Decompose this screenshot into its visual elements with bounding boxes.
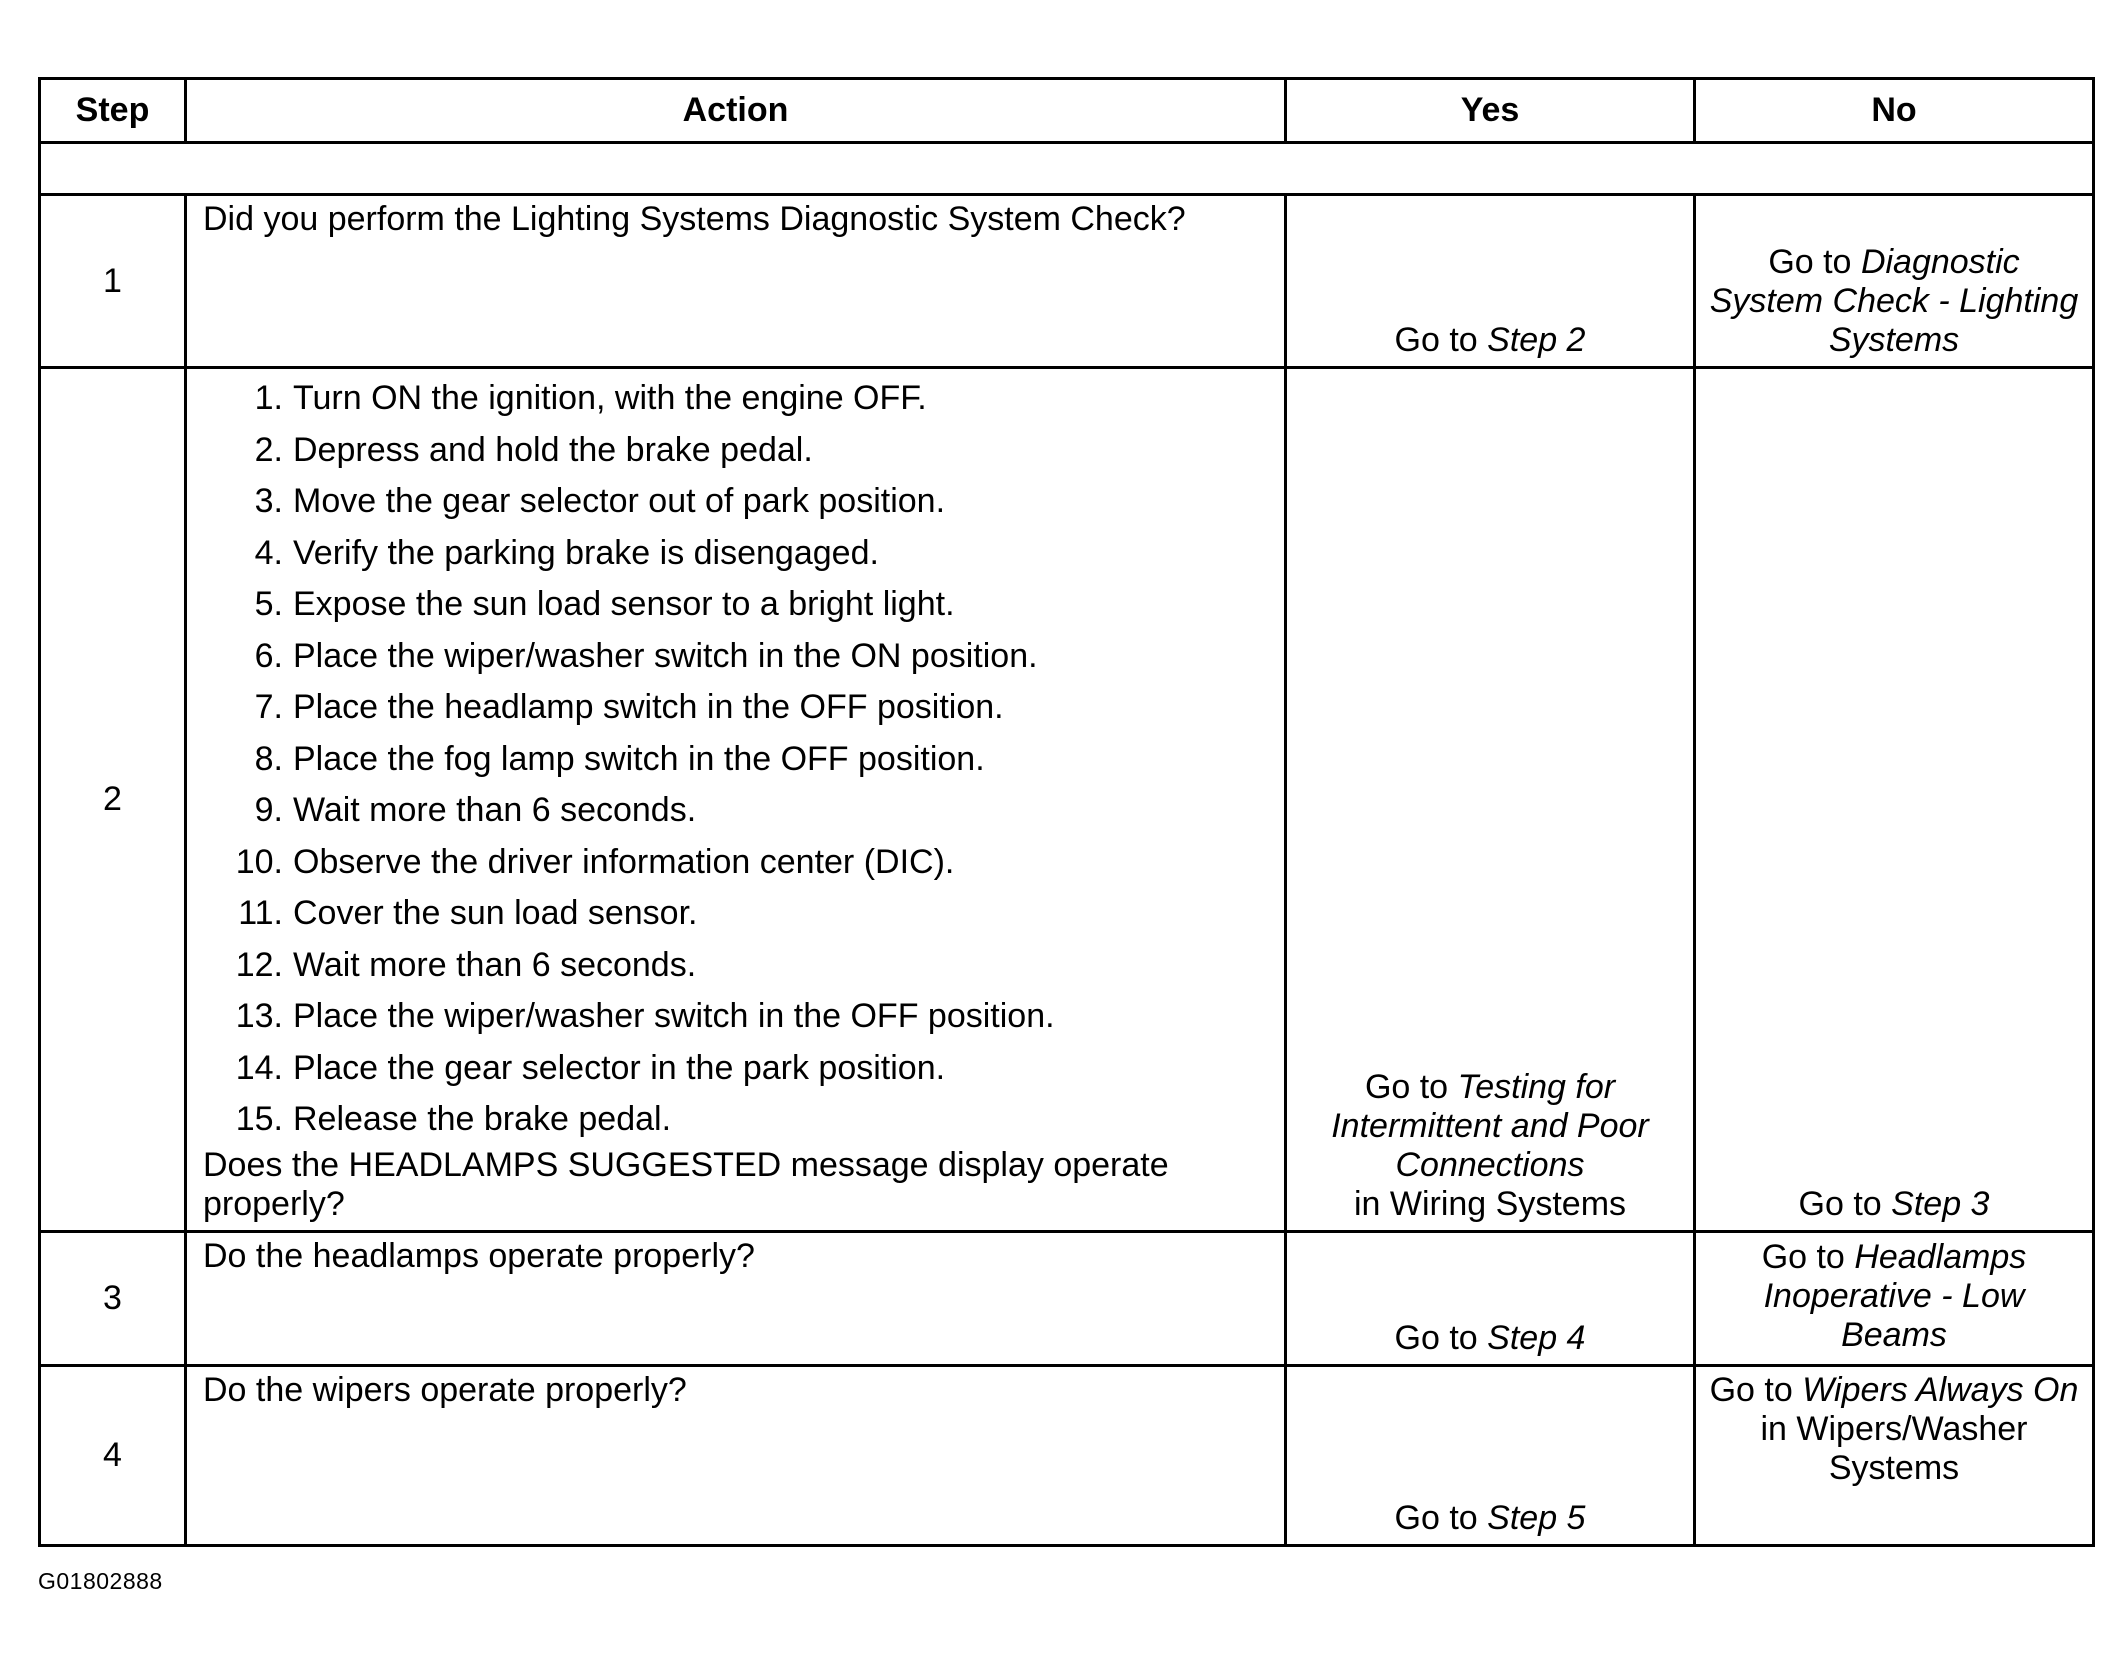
substep-item: 13. Place the wiper/washer switch in the OFF position. (235, 997, 1055, 1036)
step-number: 3 (40, 1231, 186, 1365)
spacer-cell (40, 143, 2094, 195)
substep-item: 15. Release the brake pedal. (235, 1100, 672, 1139)
yes-reference-link[interactable]: Testing for Intermittent and Poor Connections (1331, 1067, 1649, 1184)
substep-item: 5. Expose the sun load sensor to a bright light. (254, 585, 955, 624)
yes-cell (1286, 1231, 1695, 1365)
substep-item: 10. Observe the driver information center (DIC). (235, 842, 955, 881)
action-cell (186, 195, 1286, 368)
step-number: 4 (40, 1365, 186, 1545)
no-prefix: Go to (1768, 243, 1852, 281)
step-number: 1 (40, 195, 186, 368)
substep-item: 8. Place the fog lamp switch in the OFF position. (254, 739, 985, 778)
substep-item: 11. Cover the sun load sensor. (238, 894, 698, 933)
action-cell (186, 1231, 1286, 1365)
header-yes: Yes (1286, 79, 1695, 143)
no-prefix: Go to (1798, 1184, 1882, 1223)
no-cell (1695, 1365, 2094, 1545)
action-cell (186, 1365, 1286, 1545)
diagnostic-table (38, 77, 2095, 1547)
no-cell (1695, 195, 2094, 368)
yes-cell (1286, 1365, 1695, 1545)
substep-item: 4. Verify the parking brake is disengaged. (254, 533, 879, 572)
substep-item: 7. Place the headlamp switch in the OFF position. (254, 688, 1004, 727)
yes-reference-link[interactable]: Step 5 (1487, 1498, 1586, 1537)
no-cell (1695, 1231, 2094, 1365)
action-question: Does the HEADLAMPS SUGGESTED message display operate properly? (203, 1145, 1169, 1223)
spacer-row (40, 143, 2094, 195)
substep-list (203, 373, 1270, 1146)
substep-item: 14. Place the gear selector in the park position. (235, 1048, 946, 1087)
no-reference-link[interactable]: Step 3 (1891, 1184, 1990, 1223)
yes-reference-link[interactable]: Step 4 (1487, 1318, 1586, 1357)
substep-item: 12. Wait more than 6 seconds. (235, 945, 697, 984)
no-reference-link[interactable]: Diagnostic System Check - Lighting Systems (1709, 243, 2079, 359)
action-question: Do the wipers operate properly? (203, 1370, 687, 1409)
step-number: 2 (40, 368, 186, 1232)
yes-cell (1286, 195, 1695, 368)
table-row-step-2 (40, 368, 2094, 1232)
header-row (40, 79, 2094, 143)
action-question: Did you perform the Lighting Systems Diagnostic System Check? (203, 200, 1186, 238)
substep-item: 2. Depress and hold the brake pedal. (254, 430, 813, 469)
yes-suffix: in Wiring Systems (1353, 1184, 1627, 1223)
yes-prefix: Go to (1364, 1067, 1449, 1106)
figure-id: G01802888 (38, 1568, 163, 1594)
no-prefix: Go to (1761, 1237, 1845, 1276)
table-row-step-3 (40, 1231, 2094, 1365)
yes-cell (1286, 368, 1695, 1232)
substep-item: 9. Wait more than 6 seconds. (254, 791, 697, 830)
substep-item: 1. Turn ON the ignition, with the engine OFF. (254, 379, 927, 418)
header-action: Action (186, 79, 1286, 143)
table-row-step-1 (40, 195, 2094, 368)
header-no: No (1695, 79, 2094, 143)
header-step: Step (40, 79, 186, 143)
action-cell (186, 368, 1286, 1232)
no-reference-link[interactable]: Headlamps Inoperative - Low Beams (1763, 1237, 2027, 1354)
no-suffix: in Wipers/Washer Systems (1760, 1409, 2028, 1487)
yes-reference-link[interactable]: Step 2 (1487, 321, 1586, 359)
no-reference-link[interactable]: Wipers Always On (1802, 1370, 2079, 1409)
no-cell (1695, 368, 2094, 1232)
no-prefix: Go to (1709, 1370, 1793, 1409)
action-question: Do the headlamps operate properly? (203, 1236, 755, 1275)
yes-prefix: Go to (1394, 1318, 1478, 1357)
table-row-step-4 (40, 1365, 2094, 1545)
substep-item: 3. Move the gear selector out of park position. (254, 482, 946, 521)
yes-prefix: Go to (1394, 321, 1478, 359)
yes-prefix: Go to (1394, 1498, 1478, 1537)
substep-item: 6. Place the wiper/washer switch in the ON position. (254, 636, 1038, 675)
